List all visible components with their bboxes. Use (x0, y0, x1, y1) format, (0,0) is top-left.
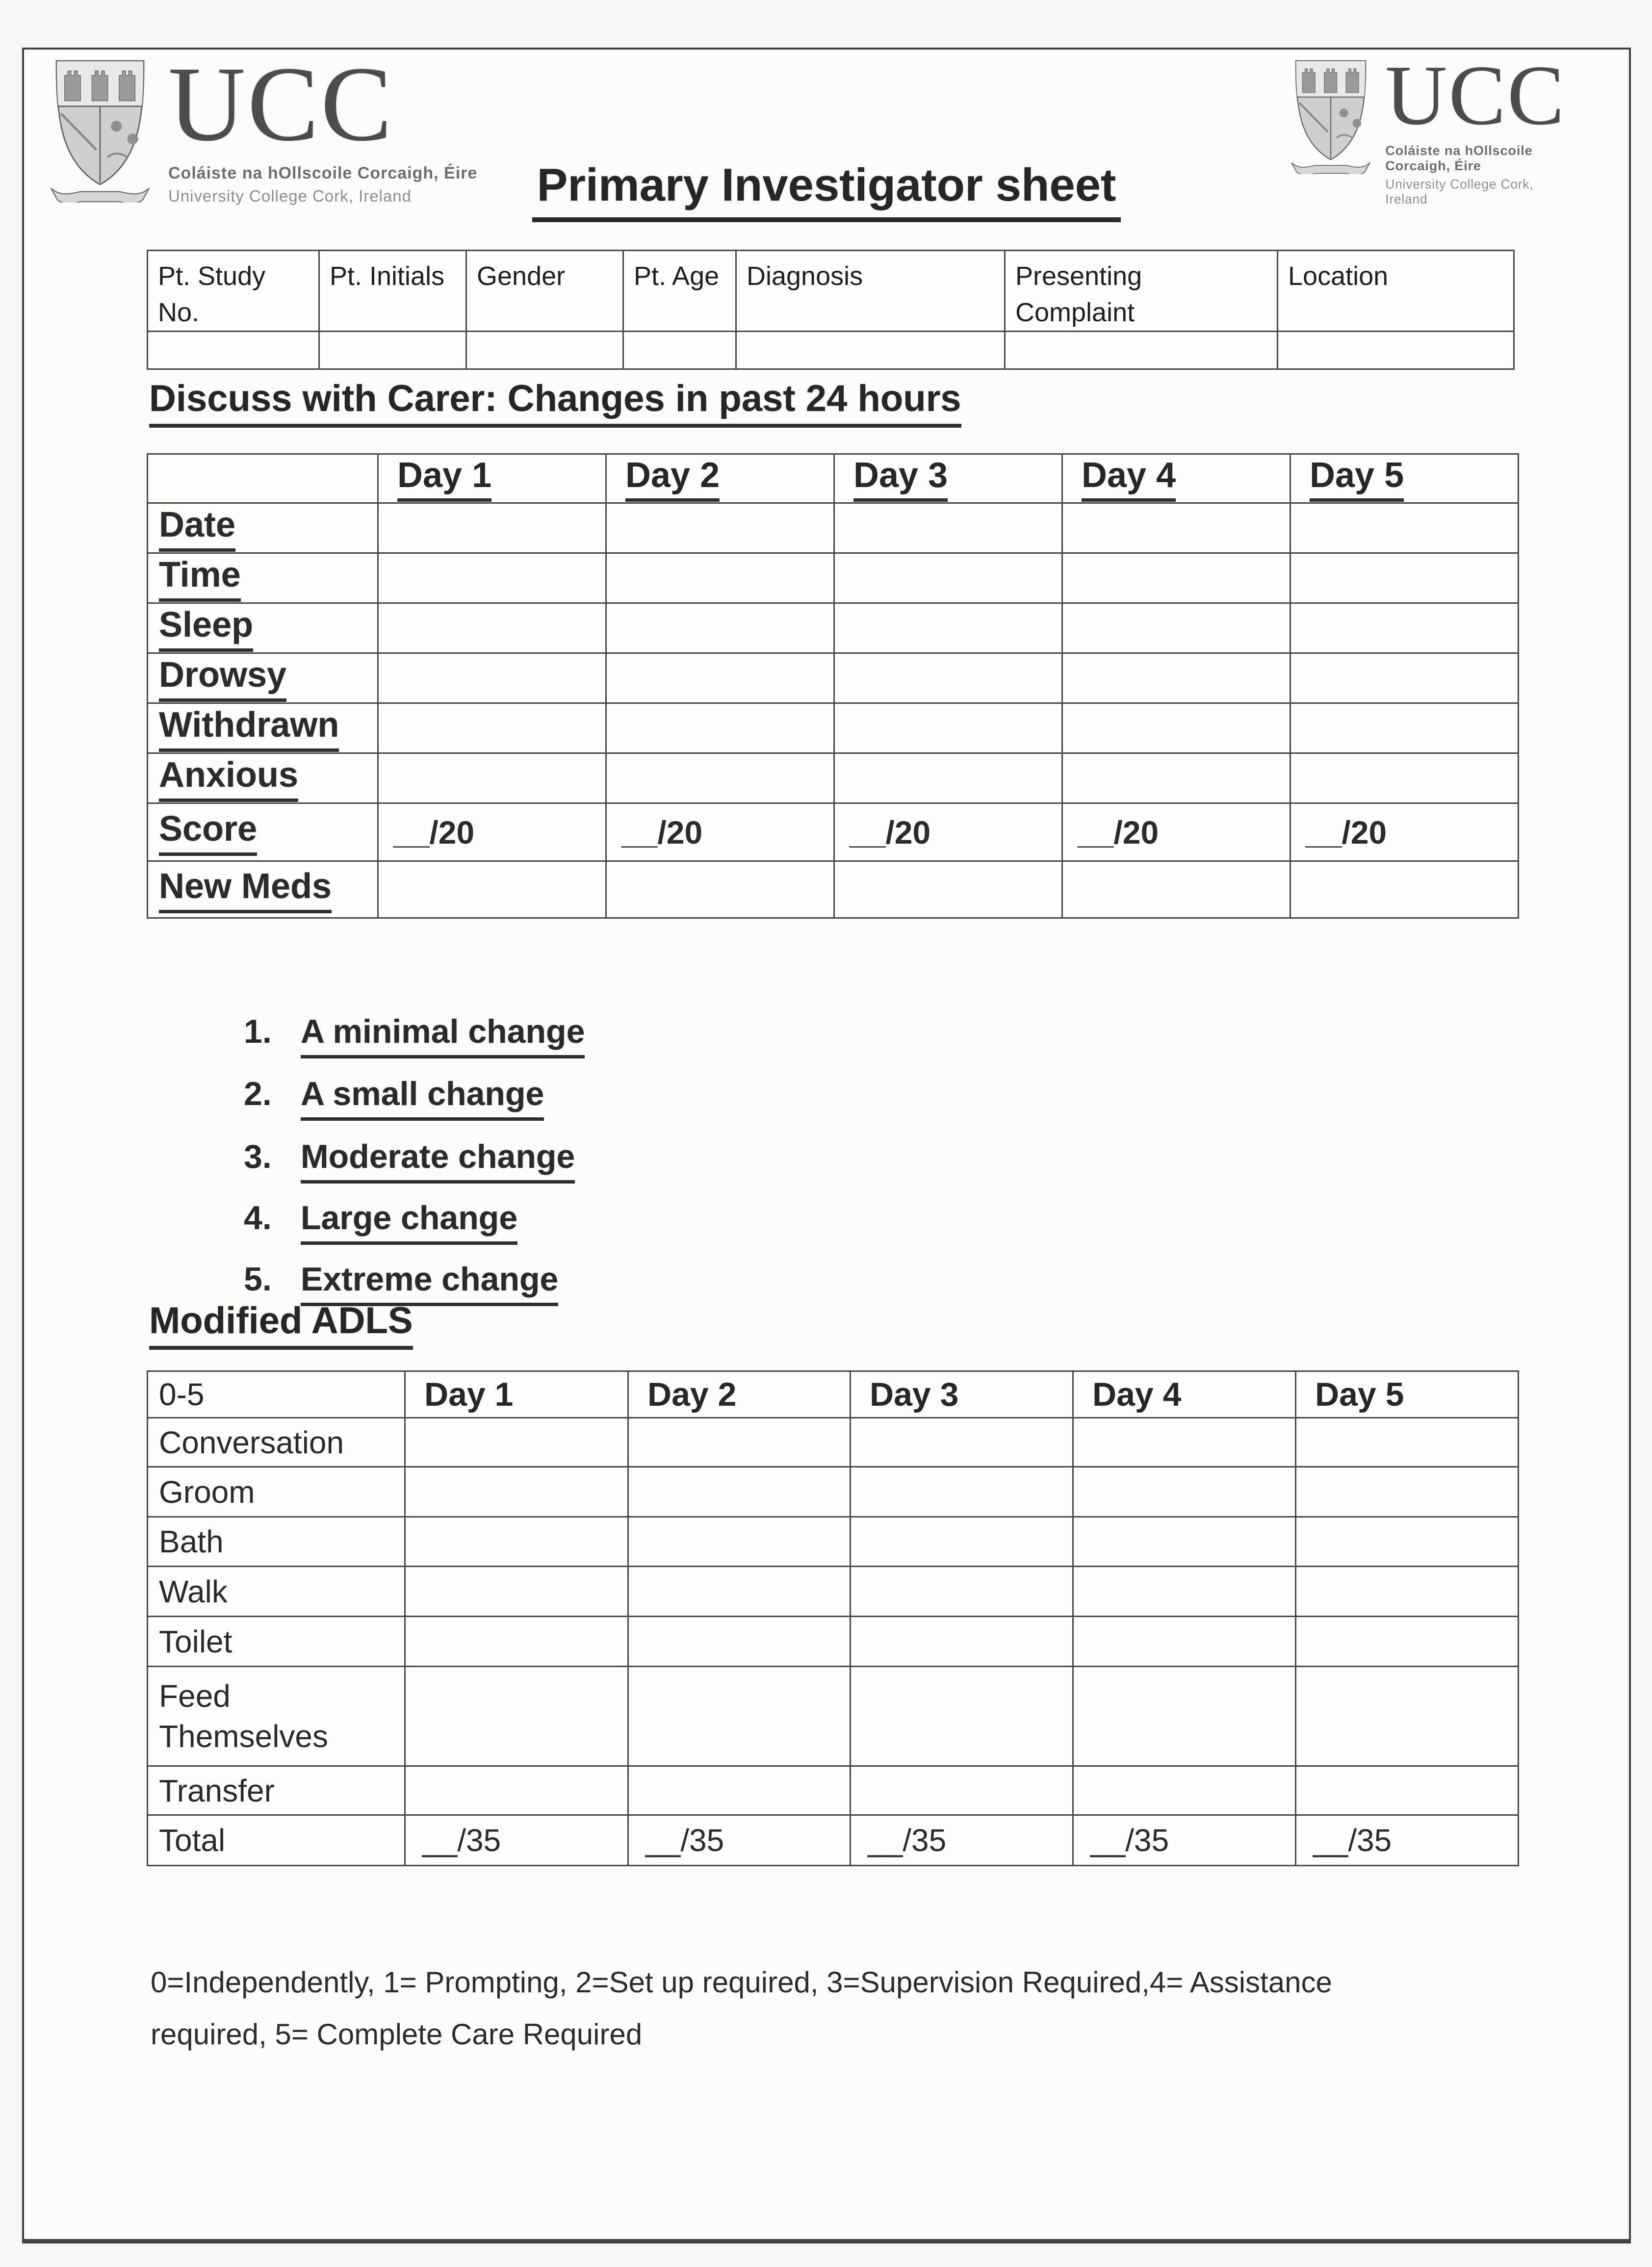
ucc-english-name: University College Cork, Ireland (168, 186, 412, 205)
adls-cell (1296, 1567, 1519, 1617)
adls-cell (1296, 1617, 1519, 1667)
list-item-number: 2. (244, 1075, 272, 1112)
patient-header-age: Pt. Age (623, 251, 736, 332)
carer-cell (1062, 653, 1291, 703)
carer-row-date (148, 503, 1519, 553)
adls-cell (628, 1667, 851, 1766)
adls-row-label: Total (148, 1815, 405, 1866)
adls-cell (1073, 1517, 1296, 1567)
adls-total-cell: __/35 (1073, 1815, 1296, 1866)
adls-row-groom (148, 1467, 1519, 1517)
list-item-number: 3. (244, 1138, 272, 1175)
carer-row-drowsy (148, 653, 1519, 703)
adls-cell (405, 1467, 628, 1517)
carer-row-new-meds (148, 861, 1519, 918)
adls-row-total (148, 1815, 1519, 1866)
carer-day-header: Day 3 (834, 454, 1062, 503)
adls-day-header: Day 3 (851, 1371, 1073, 1418)
adls-total-cell: __/35 (851, 1815, 1073, 1866)
scoring-key-footnote: 0=Independently, 1= Prompting, 2=Set up required, 3=Supervision Required,4= Assistance required, 5= Complete Care Required (151, 1966, 1332, 2051)
carer-cell (1291, 703, 1519, 753)
carer-row-withdrawn (148, 703, 1519, 753)
list-item-number: 5. (244, 1261, 272, 1298)
carer-cell (1291, 503, 1519, 553)
adls-cell (405, 1766, 628, 1815)
carer-day-header: Day 2 (606, 454, 834, 503)
patient-value-cell (736, 332, 1005, 369)
list-item (244, 1137, 575, 1184)
carer-day-header: Day 5 (1291, 454, 1519, 503)
list-item-text: Moderate change (301, 1137, 575, 1184)
score-cell: __/20 (1291, 803, 1519, 861)
carer-cell (378, 753, 606, 803)
patient-header-diagnosis: Diagnosis (736, 251, 1005, 332)
carer-cell (1291, 553, 1519, 603)
ucc-irish-name: Coláiste na hOllscoile Corcaigh, Éire (1385, 143, 1533, 174)
patient-value-cell (1005, 332, 1278, 369)
adls-cell (851, 1467, 1073, 1517)
adls-cell (1073, 1467, 1296, 1517)
carer-row-label: New Meds (148, 861, 378, 918)
adls-cell (405, 1418, 628, 1467)
carer-cell (834, 653, 1062, 703)
carer-row-label: Date (148, 503, 378, 553)
ucc-irish-name: Coláiste na hOllscoile Corcaigh, Éire (168, 163, 478, 182)
carer-row-anxious (148, 753, 1519, 803)
patient-info-table (147, 250, 1515, 370)
carer-cell (834, 753, 1062, 803)
carer-row-score (148, 803, 1519, 861)
adls-cell (628, 1418, 851, 1467)
list-item-text: Extreme change (301, 1260, 558, 1306)
adls-cell (1296, 1667, 1519, 1766)
carer-cell (378, 653, 606, 703)
adls-cell (1073, 1667, 1296, 1766)
carer-day-header: Day 1 (378, 454, 606, 503)
list-item-number: 1. (244, 1013, 272, 1050)
adls-cell (851, 1418, 1073, 1467)
carer-cell (606, 553, 834, 603)
ucc-english-name: University College Cork, Ireland (1385, 177, 1534, 206)
ucc-acronym: UCC (1385, 48, 1566, 143)
carer-day-header-row (148, 454, 1519, 503)
page-title: Primary Investigator sheet (532, 158, 1121, 222)
adls-cell (1296, 1766, 1519, 1815)
adls-row-transfer (148, 1766, 1519, 1815)
patient-value-cell (623, 332, 736, 369)
adls-row-conversation (148, 1418, 1519, 1467)
carer-cell (1291, 861, 1519, 918)
list-item (244, 1012, 585, 1058)
page-border-frame (22, 48, 1631, 2243)
adls-cell (851, 1567, 1073, 1617)
adls-day-header: Day 5 (1296, 1371, 1519, 1418)
adls-day-header: Day 4 (1073, 1371, 1296, 1418)
carer-row-label: Anxious (148, 753, 378, 803)
adls-cell (851, 1766, 1073, 1815)
adls-row-label: Toilet (148, 1617, 405, 1667)
adls-day-header: Day 2 (628, 1371, 851, 1418)
list-item-text: A small change (301, 1075, 544, 1121)
carer-cell (834, 603, 1062, 653)
carer-row-label: Time (148, 553, 378, 603)
carer-cell (606, 503, 834, 553)
adls-cell (851, 1517, 1073, 1567)
adls-cell (1073, 1567, 1296, 1617)
adls-cell (1296, 1517, 1519, 1567)
title-row (24, 158, 1629, 222)
adls-total-cell: __/35 (628, 1815, 851, 1866)
carer-cell (606, 703, 834, 753)
adls-day-header: Day 1 (405, 1371, 628, 1418)
list-item-text: A minimal change (301, 1012, 585, 1058)
carer-cell (1062, 703, 1291, 753)
patient-value-cell (1278, 332, 1514, 369)
carer-cell (606, 861, 834, 918)
score-cell: __/20 (378, 803, 606, 861)
adls-cell (1073, 1617, 1296, 1667)
adls-cell (628, 1766, 851, 1815)
adls-row-bath (148, 1517, 1519, 1567)
adls-row-label: Bath (148, 1517, 405, 1567)
carer-row-label: Withdrawn (148, 703, 378, 753)
carer-corner-cell (148, 454, 378, 503)
carer-cell (1062, 603, 1291, 653)
ucc-acronym: UCC (168, 48, 394, 163)
adls-corner-cell: 0-5 (148, 1371, 405, 1418)
adls-total-cell: __/35 (1296, 1815, 1519, 1866)
patient-header-initials: Pt. Initials (319, 251, 466, 332)
list-item-text: Large change (301, 1199, 517, 1245)
carer-cell (606, 653, 834, 703)
adls-cell (1073, 1418, 1296, 1467)
carer-row-label: Drowsy (148, 653, 378, 703)
adls-cell (405, 1567, 628, 1617)
adls-cell (628, 1467, 851, 1517)
adls-cell (851, 1617, 1073, 1667)
carer-cell (378, 503, 606, 553)
carer-cell (1062, 503, 1291, 553)
adls-cell (628, 1517, 851, 1567)
carer-cell (1062, 753, 1291, 803)
adls-cell (405, 1617, 628, 1667)
adls-cell (1073, 1766, 1296, 1815)
carer-cell (378, 553, 606, 603)
ucc-crest-icon (1286, 56, 1376, 174)
carer-cell (1291, 753, 1519, 803)
adls-table (147, 1370, 1519, 1866)
carer-cell (378, 703, 606, 753)
patient-value-cell (466, 332, 623, 369)
adls-row-label: Groom (148, 1467, 405, 1517)
adls-row-feed-themselves (148, 1667, 1519, 1766)
carer-cell (378, 861, 606, 918)
carer-cell (834, 861, 1062, 918)
carer-cell (834, 503, 1062, 553)
adls-cell (628, 1567, 851, 1617)
adls-row-toilet (148, 1617, 1519, 1667)
carer-row-sleep (148, 603, 1519, 653)
carer-cell (1291, 603, 1519, 653)
score-cell: __/20 (1062, 803, 1291, 861)
list-item (244, 1199, 517, 1245)
patient-value-cell (148, 332, 319, 369)
adls-section-heading: Modified ADLS (149, 1299, 413, 1350)
adls-row-label: Feed Themselves (148, 1667, 405, 1766)
adls-cell (1296, 1418, 1519, 1467)
adls-cell (851, 1667, 1073, 1766)
patient-header-gender: Gender (466, 251, 623, 332)
patient-header-location: Location (1278, 251, 1514, 332)
patient-value-cell (319, 332, 466, 369)
patient-header-row (148, 251, 1514, 332)
adls-row-label: Transfer (148, 1766, 405, 1815)
score-cell: __/20 (834, 803, 1062, 861)
carer-row-time (148, 553, 1519, 603)
carer-cell (378, 603, 606, 653)
carer-row-label: Sleep (148, 603, 378, 653)
adls-day-header-row (148, 1371, 1519, 1418)
carer-day-header: Day 4 (1062, 454, 1291, 503)
score-cell: __/20 (606, 803, 834, 861)
adls-cell (405, 1667, 628, 1766)
carer-cell (834, 553, 1062, 603)
adls-row-walk (148, 1567, 1519, 1617)
patient-value-row (148, 332, 1514, 369)
list-item (244, 1075, 544, 1121)
carer-cell (1291, 653, 1519, 703)
carer-section-heading: Discuss with Carer: Changes in past 24 hours (149, 377, 961, 428)
carer-cell (606, 753, 834, 803)
list-item-number: 4. (244, 1199, 272, 1237)
adls-row-label: Conversation (148, 1418, 405, 1467)
carer-cell (1062, 553, 1291, 603)
carer-cell (606, 603, 834, 653)
patient-header-study-no: Pt. Study No. (148, 251, 319, 332)
adls-cell (628, 1617, 851, 1667)
carer-cell (834, 703, 1062, 753)
patient-header-complaint: Presenting Complaint (1005, 251, 1278, 332)
adls-total-cell: __/35 (405, 1815, 628, 1866)
carer-row-label: Score (148, 803, 378, 861)
carer-changes-table (147, 453, 1519, 919)
adls-cell (1296, 1467, 1519, 1517)
carer-cell (1062, 861, 1291, 918)
adls-row-label: Walk (148, 1567, 405, 1617)
adls-cell (405, 1517, 628, 1567)
